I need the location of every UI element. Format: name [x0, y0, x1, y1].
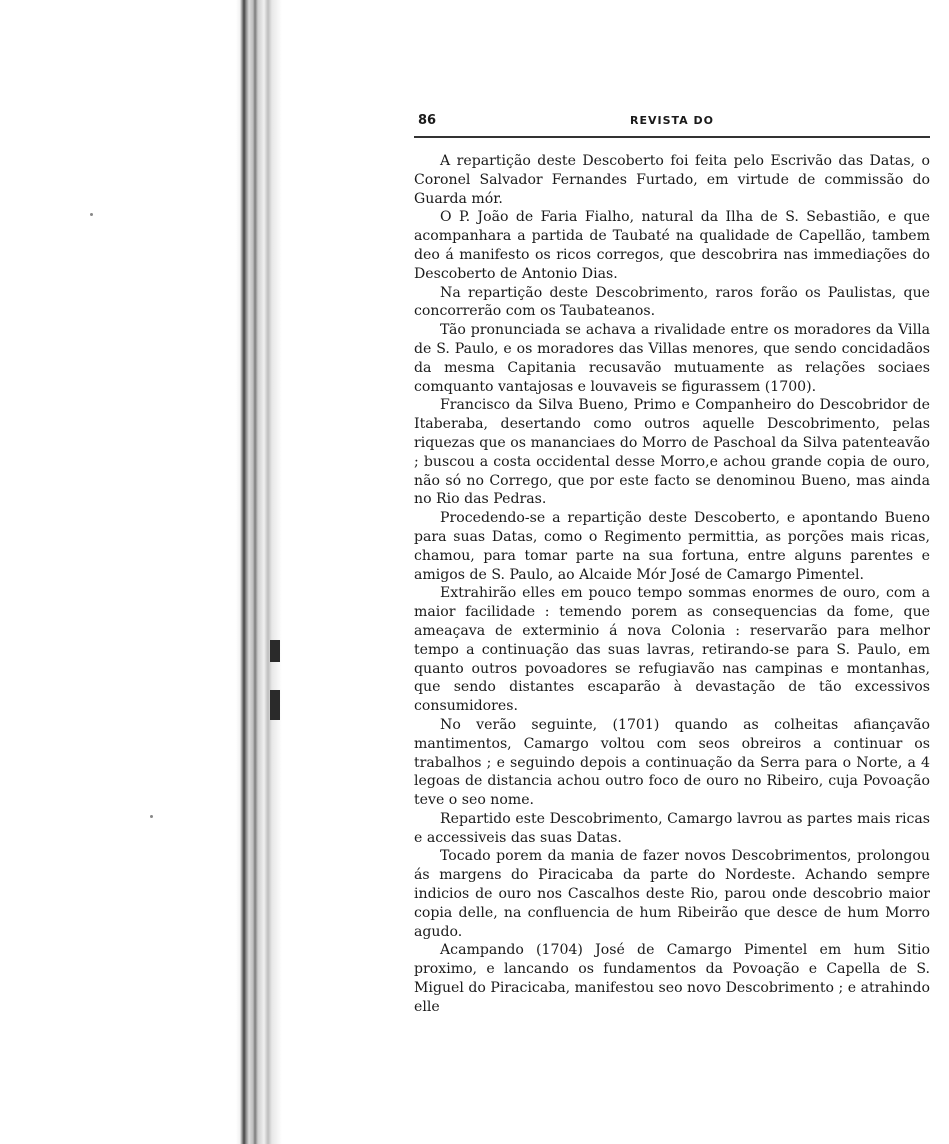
paragraph: Na repartição deste Descobrimento, raros forão os Paulistas, que concorrerão com os Taubateanos.	[414, 284, 930, 320]
paragraph: Procedendo-se a repartição deste Descoberto, e apontando Bueno para suas Datas, como o Regimento permittia, as porções mais ricas, chamou, para tomar parte na sua fortuna, entre alguns parentes e amigos de S. Paulo, ao Alcaide Mór José de Camargo Pimentel.	[414, 510, 930, 583]
body-text	[414, 152, 930, 1017]
paragraph: Tão pronunciada se achava a rivalidade entre os moradores da Villa de S. Paulo, e os moradores das Villas menores, que sendo concidadãos da mesma Capitania recusavão mutuamente as relações sociaes comquanto vantajosas e louvaveis se figurassem (1700).	[414, 322, 930, 395]
paragraph: O P. João de Faria Fialho, natural da Ilha de S. Sebastião, e que acompanhara a partida de Taubaté na qualidade de Capellão, tambem deo á manifesto os ricos corregos, que descobrira nas immediações do Descoberto de Antonio Dias.	[414, 209, 930, 282]
paper-speck	[90, 213, 93, 216]
paragraph: Acampando (1704) José de Camargo Pimentel em hum Sitio proximo, e lancando os fundamentos da Povoação e Capella de S. Miguel do Piracicaba, manifestou seo novo Descobrimento ; e atrahindo elle	[414, 942, 930, 1015]
binding-mark	[270, 690, 280, 720]
header-rule	[414, 136, 930, 138]
paragraph: Extrahirão elles em pouco tempo sommas enormes de ouro, com a maior facilidade : temendo porem as consequencias da fome, que ameaçava de exterminio á nova Colonia : reservarão para melhor tempo a continuação das suas lavras, retirando-se para S. Paulo, em quanto outros povoadores se refugiavão nas campinas e montanhas, que sendo distantes escaparão à devastação de tão excessivos consumidores.	[414, 585, 930, 715]
paragraph: A repartição deste Descoberto foi feita pelo Escrivão das Datas, o Coronel Salvador Fernandes Furtado, em virtude de commissão do Guarda mór.	[414, 153, 930, 207]
paragraph: No verão seguinte, (1701) quando as colheitas afiançavão mantimentos, Camargo voltou com seos obreiros a continuar os trabalhos ; e seguindo depois a continuação da Serra para o Norte, a 4 legoas de distancia achou outro foco de ouro no Ribeiro, cuja Povoação teve o seo nome.	[414, 716, 930, 809]
page-number: 86	[418, 113, 437, 128]
book-page	[414, 110, 930, 1017]
paper-speck	[150, 815, 153, 818]
paragraph: Repartido este Descobrimento, Camargo lavrou as partes mais ricas e accessiveis das suas Datas.	[414, 810, 930, 846]
paragraph: Francisco da Silva Bueno, Primo e Companheiro do Descobridor de Itaberaba, desertando como outros aquelle Descobrimento, pelas riquezas que os mananciaes do Morro de Paschoal da Silva patenteavão ; buscou a costa occidental desse Morro,e achou grande copia de ouro, não só no Corrego, que por este facto se denominou Bueno, mas ainda no Rio das Pedras.	[414, 397, 930, 508]
paragraph: Tocado porem da mania de fazer novos Descobrimentos, prolongou ás margens do Piracicaba da parte do Nordeste. Achando sempre indicios de ouro nos Cascalhos deste Rio, parou onde descobrio maior copia delle, na confluencia de hum Ribeirão que desce de hum Morro agudo.	[414, 848, 930, 940]
page-header	[414, 110, 930, 132]
binding-mark	[270, 640, 280, 662]
running-title: REVISTA DO	[630, 114, 714, 127]
book-binding-gutter	[236, 0, 282, 1144]
